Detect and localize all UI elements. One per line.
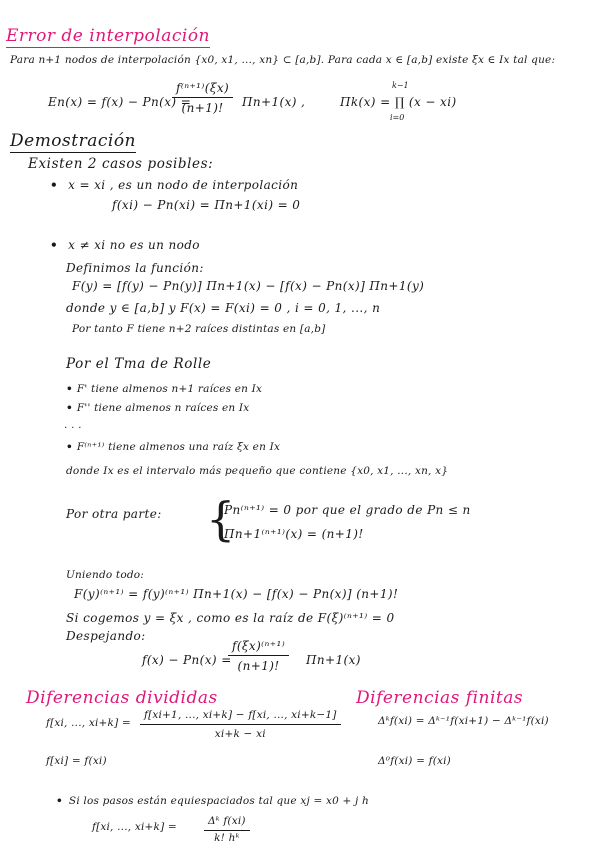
equispaced-denominator: k! hᵏ — [214, 831, 240, 844]
roots-line: Por tanto F tiene n+2 raíces distintas en [a,b] — [72, 323, 326, 335]
case2-label — [50, 239, 200, 251]
pi-product-sup: k−1 — [392, 81, 409, 90]
joined-equation: F(y)⁽ⁿ⁺¹⁾ = f(y)⁽ⁿ⁺¹⁾ Πn+1(x) − [f(x) − Pn(x)] (n+1)! — [74, 587, 399, 601]
case1-equation: f(xi) − Pn(xi) = Πn+1(xi) = 0 — [112, 198, 301, 212]
other-side-label: Por otra parte: — [66, 507, 162, 521]
section-heading-divided: Diferencias divididas — [26, 688, 218, 708]
section-heading-finite: Diferencias finitas — [356, 688, 524, 708]
rolle-item-3 — [66, 442, 280, 453]
equispaced-label — [56, 796, 369, 807]
cases-intro: Existen 2 casos posibles: — [28, 156, 214, 172]
rolle-ellipsis: . . . — [64, 419, 82, 431]
equispaced-label-text: Si los pasos están equiespaciados tal que xj = x0 + j h — [68, 795, 370, 807]
equispaced-numerator: Δᵏ f(xi) — [204, 816, 250, 831]
bullet-icon: • — [56, 795, 63, 807]
rolle-item-3-text: F⁽ⁿ⁺¹⁾ tiene almenos una raíz ξx en Ix — [76, 441, 281, 453]
interval-line: donde Ix es el intervalo más pequeño que contiene {x0, x1, ..., xn, x} — [66, 465, 449, 477]
final-denominator: (n+1)! — [237, 659, 280, 673]
other-item-1: Pn⁽ⁿ⁺¹⁾ = 0 por que el grado de Pn ≤ n — [224, 503, 471, 517]
rolle-item-2 — [66, 403, 249, 414]
error-formula-lhs: En(x) = f(x) − Pn(x) = — [48, 95, 192, 109]
rolle-item-1-text: F' tiene almenos n+1 raíces en Ix — [76, 383, 263, 395]
other-item-2: Πn+1⁽ⁿ⁺¹⁾(x) = (n+1)! — [224, 527, 364, 541]
donde-line: donde y ∈ [a,b] y F(x) = F(xi) = 0 , i = 0, 1, ..., n — [66, 301, 381, 315]
final-tail: Πn+1(x) — [306, 653, 361, 667]
define-function: Definimos la función: — [66, 261, 204, 275]
take-root-line: Si cogemos y = ξx , como es la raíz de F(ξ)⁽ⁿ⁺¹⁾ = 0 — [66, 611, 395, 625]
pi-product-sub: i=0 — [390, 113, 405, 122]
F-definition: F(y) = [f(y) − Pn(y)] Πn+1(x) − [f(x) − Pn(x)] Πn+1(y) — [72, 279, 425, 293]
section-heading-demo: Demostración — [10, 131, 137, 151]
section-title-error: Error de interpolación — [6, 26, 211, 46]
pi-definition: Πk(x) = ∏ (x − xi) — [340, 95, 457, 109]
intro-text: Para n+1 nodos de interpolación {x0, x1, ..., xn} ⊂ [a,b]. Para cada x ∈ [a,b] existe ξx ∈ Ix tal que: — [10, 54, 556, 66]
divided-fraction — [140, 710, 341, 739]
rolle-item-1 — [66, 384, 262, 395]
left-brace: { — [206, 492, 236, 546]
bullet-icon: • — [66, 402, 73, 414]
equispaced-lhs: f[xi, ..., xi+k] = — [92, 821, 177, 833]
solving-label: Despejando: — [66, 629, 146, 643]
finite-base: Δ⁰f(xi) = f(xi) — [378, 755, 451, 767]
case1-label-text: x = xi , es un nodo de interpolación — [68, 178, 299, 192]
divided-lhs: f[xi, ..., xi+k] = — [46, 717, 131, 729]
divided-base: f[xi] = f(xi) — [46, 755, 107, 767]
bullet-icon: • — [50, 238, 59, 252]
case1-label — [50, 179, 298, 191]
bullet-icon: • — [66, 383, 73, 395]
error-formula-denominator: (n+1)! — [181, 101, 224, 115]
error-formula-numerator: f⁽ⁿ⁺¹⁾(ξx) — [172, 82, 233, 98]
joining-label: Uniendo todo: — [66, 569, 145, 581]
bullet-icon: • — [66, 441, 73, 453]
rolle-item-2-text: F'' tiene almenos n raíces en Ix — [76, 402, 250, 414]
rolle-heading: Por el Tma de Rolle — [66, 356, 212, 372]
equispaced-fraction — [204, 816, 250, 843]
divided-denominator: xi+k − xi — [214, 727, 266, 740]
case2-label-text: x ≠ xi no es un nodo — [68, 238, 200, 252]
final-lhs: f(x) − Pn(x) = — [142, 653, 232, 667]
error-formula-fraction — [172, 82, 233, 114]
final-numerator: f(ξx)⁽ⁿ⁺¹⁾ — [228, 640, 289, 656]
finite-recurrence: Δᵏf(xi) = Δᵏ⁻¹f(xi+1) − Δᵏ⁻¹f(xi) — [378, 715, 549, 727]
error-formula-tail: Πn+1(x) , — [242, 95, 306, 109]
divided-numerator: f[xi+1, ..., xi+k] − f[xi, ..., xi+k−1] — [140, 710, 341, 725]
bullet-icon: • — [50, 178, 59, 192]
final-fraction — [228, 640, 289, 672]
